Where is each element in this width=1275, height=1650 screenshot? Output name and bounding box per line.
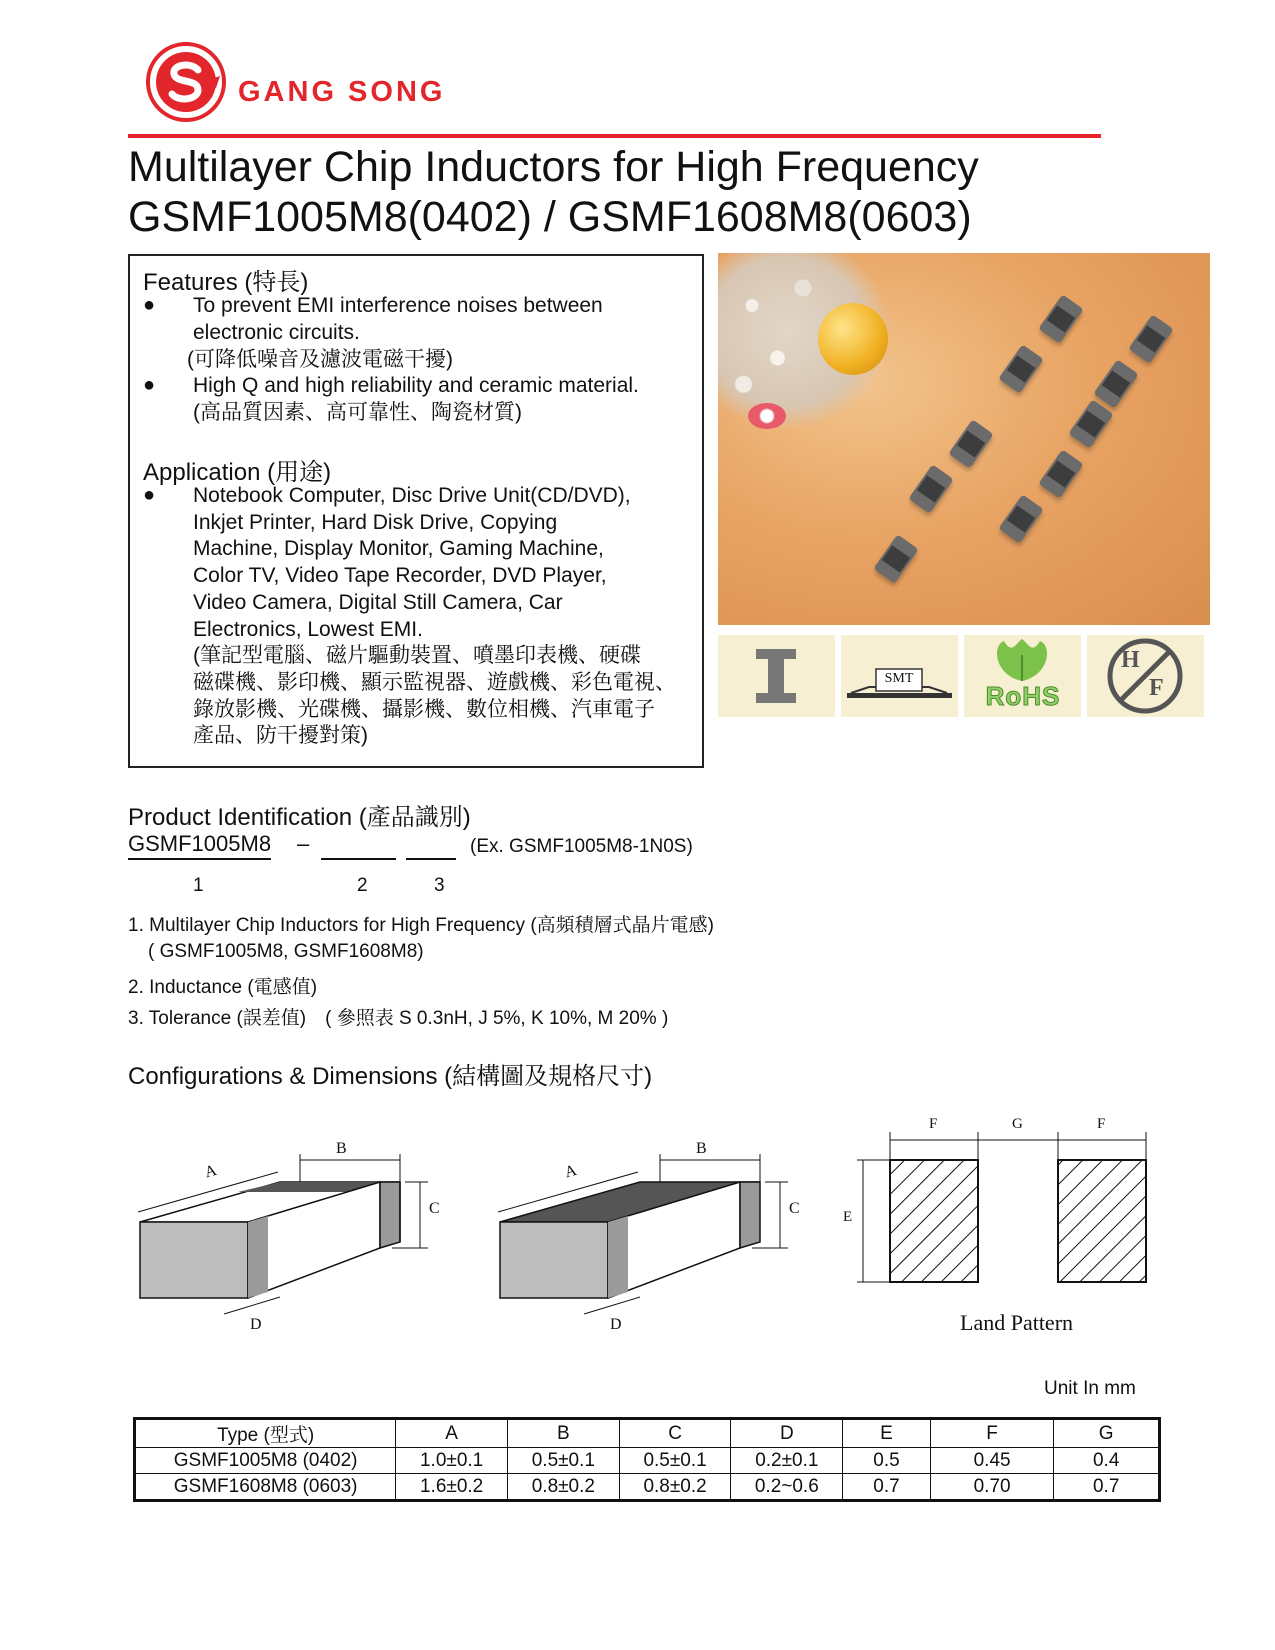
table-cell: 0.4 [1054, 1448, 1160, 1474]
table-cell: 0.7 [1054, 1474, 1160, 1501]
chip-image [1038, 294, 1083, 343]
land-label-f-left: F [929, 1116, 938, 1132]
page-title-line1: Multilayer Chip Inductors for High Frequency [128, 143, 979, 191]
chip-image [998, 494, 1043, 543]
chip-image [1128, 314, 1173, 363]
application-heading: Application (用途) [143, 459, 332, 486]
table-cell: 0.5 [843, 1448, 931, 1474]
id-note-3: 3. Tolerance (誤差值) ( 參照表 S 0.3nH, J 5%, K 10%, M 20% ) [128, 1008, 669, 1029]
chip-dimension-drawing-1 [130, 1130, 450, 1350]
table-header-cell: Type (型式) [135, 1419, 396, 1448]
brand-name: GANG SONG [238, 76, 446, 108]
table-cell: 0.8±0.2 [619, 1474, 731, 1501]
table-cell: GSMF1608M8 (0603) [135, 1474, 396, 1501]
table-cell: 0.8±0.2 [507, 1474, 619, 1501]
land-label-g: G [1012, 1116, 1023, 1132]
dim-label-d: D [610, 1316, 622, 1333]
part-number-prefix: GSMF1005M8 [128, 831, 271, 860]
feature-1-line1: To prevent EMI interference noises between [193, 294, 603, 317]
header-divider [128, 134, 1101, 138]
application-line: Electronics, Lowest EMI. [193, 617, 423, 641]
application-line: (筆記型電腦、磁片驅動裝置、噴墨印表機、硬碟 [193, 644, 641, 668]
table-cell: 0.5±0.1 [619, 1448, 731, 1474]
chip-image [873, 534, 918, 583]
application-line: Notebook Computer, Disc Drive Unit(CD/DVD), [193, 484, 631, 507]
table-cell: 0.70 [930, 1474, 1054, 1501]
product-photo [718, 253, 1210, 625]
halogen-free-tile [1087, 635, 1204, 717]
tolerance-blank [406, 858, 456, 860]
hf-f-label: F [1149, 675, 1164, 701]
dim-label-c: C [429, 1200, 440, 1217]
chip-image [1093, 359, 1138, 408]
example-part: (Ex. GSMF1005M8-1N0S) [470, 836, 693, 857]
table-cell: GSMF1005M8 (0402) [135, 1448, 396, 1474]
application-line: Inkjet Printer, Hard Disk Drive, Copying [193, 510, 558, 534]
dim-label-a: A [562, 1161, 579, 1182]
table-cell: 0.5±0.1 [507, 1448, 619, 1474]
smt-label: SMT [884, 671, 914, 686]
chip-dimension-drawing-2 [490, 1130, 810, 1350]
company-logo [144, 40, 228, 124]
land-label-e: E [843, 1209, 853, 1225]
part-dash: – [297, 831, 310, 856]
application-line: Video Camera, Digital Still Camera, Car [193, 590, 563, 614]
land-pattern-drawing [845, 1120, 1155, 1295]
rohs-tile [964, 635, 1081, 717]
table-header-cell: A [396, 1419, 508, 1448]
bullet-icon: ● [143, 374, 156, 396]
application-line: 產品、防干擾對策) [193, 724, 368, 748]
dimensions-table [133, 1417, 1161, 1502]
application-line: 磁碟機、影印機、顯示監視器、遊戲機、彩色電視、 [193, 670, 676, 694]
application-line: 錄放影機、光碟機、攝影機、數位相機、汽車電子 [193, 697, 655, 721]
dim-label-a: A [202, 1161, 219, 1182]
dim-label-d: D [250, 1316, 262, 1333]
land-pattern-caption: Land Pattern [960, 1310, 1074, 1335]
id-note-1-models: ( GSMF1005M8, GSMF1608M8) [148, 941, 424, 962]
table-header-cell: B [507, 1419, 619, 1448]
page-title-line2: GSMF1005M8(0402) / GSMF1608M8(0603) [128, 193, 972, 241]
table-header-cell: E [843, 1419, 931, 1448]
table-row [135, 1474, 1160, 1501]
table-cell: 1.6±0.2 [396, 1474, 508, 1501]
bullet-icon: ● [143, 294, 156, 316]
table-header-cell: C [619, 1419, 731, 1448]
rohs-label: RoHS [985, 681, 1061, 711]
table-header-cell: D [731, 1419, 843, 1448]
id-note-1: 1. Multilayer Chip Inductors for High Frequency (高頻積層式晶片電感) [128, 915, 714, 936]
dim-label-c: C [789, 1200, 800, 1217]
bullet-icon: ● [143, 484, 156, 506]
shell-image [818, 303, 888, 375]
table-row [135, 1448, 1160, 1474]
gang-song-logo-icon [144, 40, 228, 124]
features-heading: Features (特長) [143, 269, 309, 296]
feature-1-line2: electronic circuits. [193, 321, 360, 344]
dim-label-b: B [336, 1140, 347, 1157]
land-label-f-right: F [1097, 1116, 1106, 1132]
table-header-row [135, 1419, 1160, 1448]
code-index-3: 3 [434, 875, 445, 896]
chip-image [998, 344, 1043, 393]
chip-image [948, 419, 993, 468]
product-id-heading: Product Identification (產品識別) [128, 804, 471, 831]
table-cell: 0.2~0.6 [731, 1474, 843, 1501]
table-cell: 0.7 [843, 1474, 931, 1501]
application-line: Color TV, Video Tape Recorder, DVD Player, [193, 564, 607, 588]
configurations-heading: Configurations & Dimensions (結構圖及規格尺寸) [128, 1063, 653, 1090]
halogen-free-icon [1087, 635, 1204, 717]
unit-label: Unit In mm [1044, 1378, 1136, 1399]
inductor-symbol-tile [718, 635, 835, 717]
code-index-1: 1 [193, 875, 204, 896]
chip-image [1068, 399, 1113, 448]
inductor-i-icon [718, 635, 835, 717]
inductance-blank [321, 858, 396, 860]
feature-2-chinese: (高品質因素、高可靠性、陶瓷材質) [193, 401, 522, 424]
application-list [193, 483, 676, 750]
code-index-2: 2 [357, 875, 368, 896]
dim-label-b: B [696, 1140, 707, 1157]
pink-bead-image [748, 403, 786, 429]
table-header-cell: F [930, 1419, 1054, 1448]
table-cell: 0.2±0.1 [731, 1448, 843, 1474]
chip-image [1038, 449, 1083, 498]
feature-2-line1: High Q and high reliability and ceramic material. [193, 374, 639, 397]
chip-image [908, 464, 953, 513]
application-line: Machine, Display Monitor, Gaming Machine, [193, 537, 604, 561]
smt-tile [841, 635, 958, 717]
hf-h-label: H [1121, 647, 1140, 673]
table-cell: 1.0±0.1 [396, 1448, 508, 1474]
table-cell: 0.45 [930, 1448, 1054, 1474]
table-header-cell: G [1054, 1419, 1160, 1448]
id-note-2: 2. Inductance (電感值) [128, 977, 318, 998]
feature-1-chinese: (可降低噪音及濾波電磁干擾) [187, 348, 453, 371]
